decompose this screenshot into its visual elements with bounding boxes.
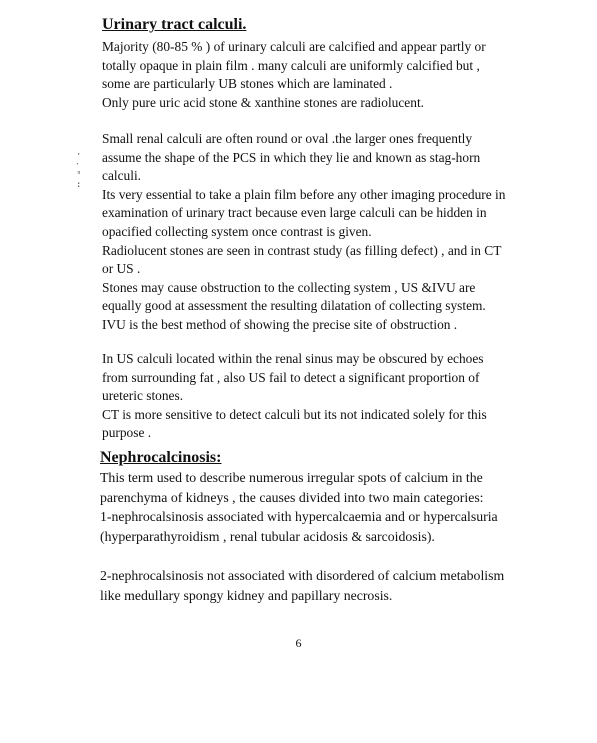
paragraph	[102, 130, 532, 335]
text-line: Radiolucent stones are seen in contrast study (as filling defect) , and in CT	[102, 242, 502, 258]
text-line: Its very essential to take a plain film before any other imaging procedure in	[102, 186, 506, 202]
text-line: CT is more sensitive to detect calculi but its not indicated solely for this	[102, 406, 487, 422]
page-number: 6	[295, 636, 302, 650]
text-line: assume the shape of the PCS in which they lie and known as stag-horn	[102, 149, 481, 165]
section-heading-nephrocalcinosis: Nephrocalcinosis:	[100, 449, 222, 466]
text-line: In US calculi located within the renal sinus may be obscured by echoes	[102, 351, 484, 366]
text-line: opacified collecting system once contrast is given.	[102, 223, 372, 239]
paragraph	[102, 38, 532, 112]
text-line: parenchyma of kidneys , the causes divided into two main categories:	[100, 489, 484, 505]
text-line: 2-nephrocalsinosis not associated with disordered of calcium metabolism	[100, 568, 505, 583]
text-line: equally good at assessment the resulting dilatation of collecting system.	[102, 298, 486, 314]
text-line: Majority (80-85 % ) of urinary calculi are calcified and appear partly or	[102, 39, 486, 54]
text-line: ureteric stones.	[102, 388, 184, 404]
text-line: Stones may cause obstruction to the collecting system , US &IVU are	[102, 279, 476, 295]
paragraph	[100, 468, 530, 546]
text-line: Only pure uric acid stone & xanthine stones are radiolucent.	[102, 94, 425, 110]
margin-scribble: · ‧ ᵌ :	[76, 150, 82, 190]
text-line: some are particularly UB stones which are laminated .	[102, 76, 393, 92]
text-line: or US .	[102, 261, 141, 277]
text-line: IVU is the best method of showing the precise site of obstruction .	[102, 316, 458, 332]
text-line: examination of urinary tract because even large calculi can be hidden in	[102, 205, 487, 221]
text-line: from surrounding fat , also US fail to detect a significant proportion of	[102, 369, 480, 385]
text-line: calculi.	[102, 168, 142, 184]
text-line: Small renal calculi are often round or oval .the larger ones frequently	[102, 131, 473, 146]
paragraph	[102, 350, 532, 443]
text-line: 1-nephrocalsinosis associated with hypercalcaemia and or hypercalsuria	[100, 509, 498, 525]
text-line: purpose .	[102, 425, 152, 441]
text-line: This term used to describe numerous irregular spots of calcium in the	[100, 470, 483, 485]
paragraph	[100, 566, 530, 605]
section-heading-urinary-calculi: Urinary tract calculi.	[102, 16, 247, 33]
text-line: (hyperparathyroidism , renal tubular acidosis & sarcoidosis).	[100, 528, 435, 544]
text-line: like medullary spongy kidney and papillary necrosis.	[100, 587, 393, 603]
text-line: totally opaque in plain film . many calculi are uniformly calcified but ,	[102, 57, 480, 73]
